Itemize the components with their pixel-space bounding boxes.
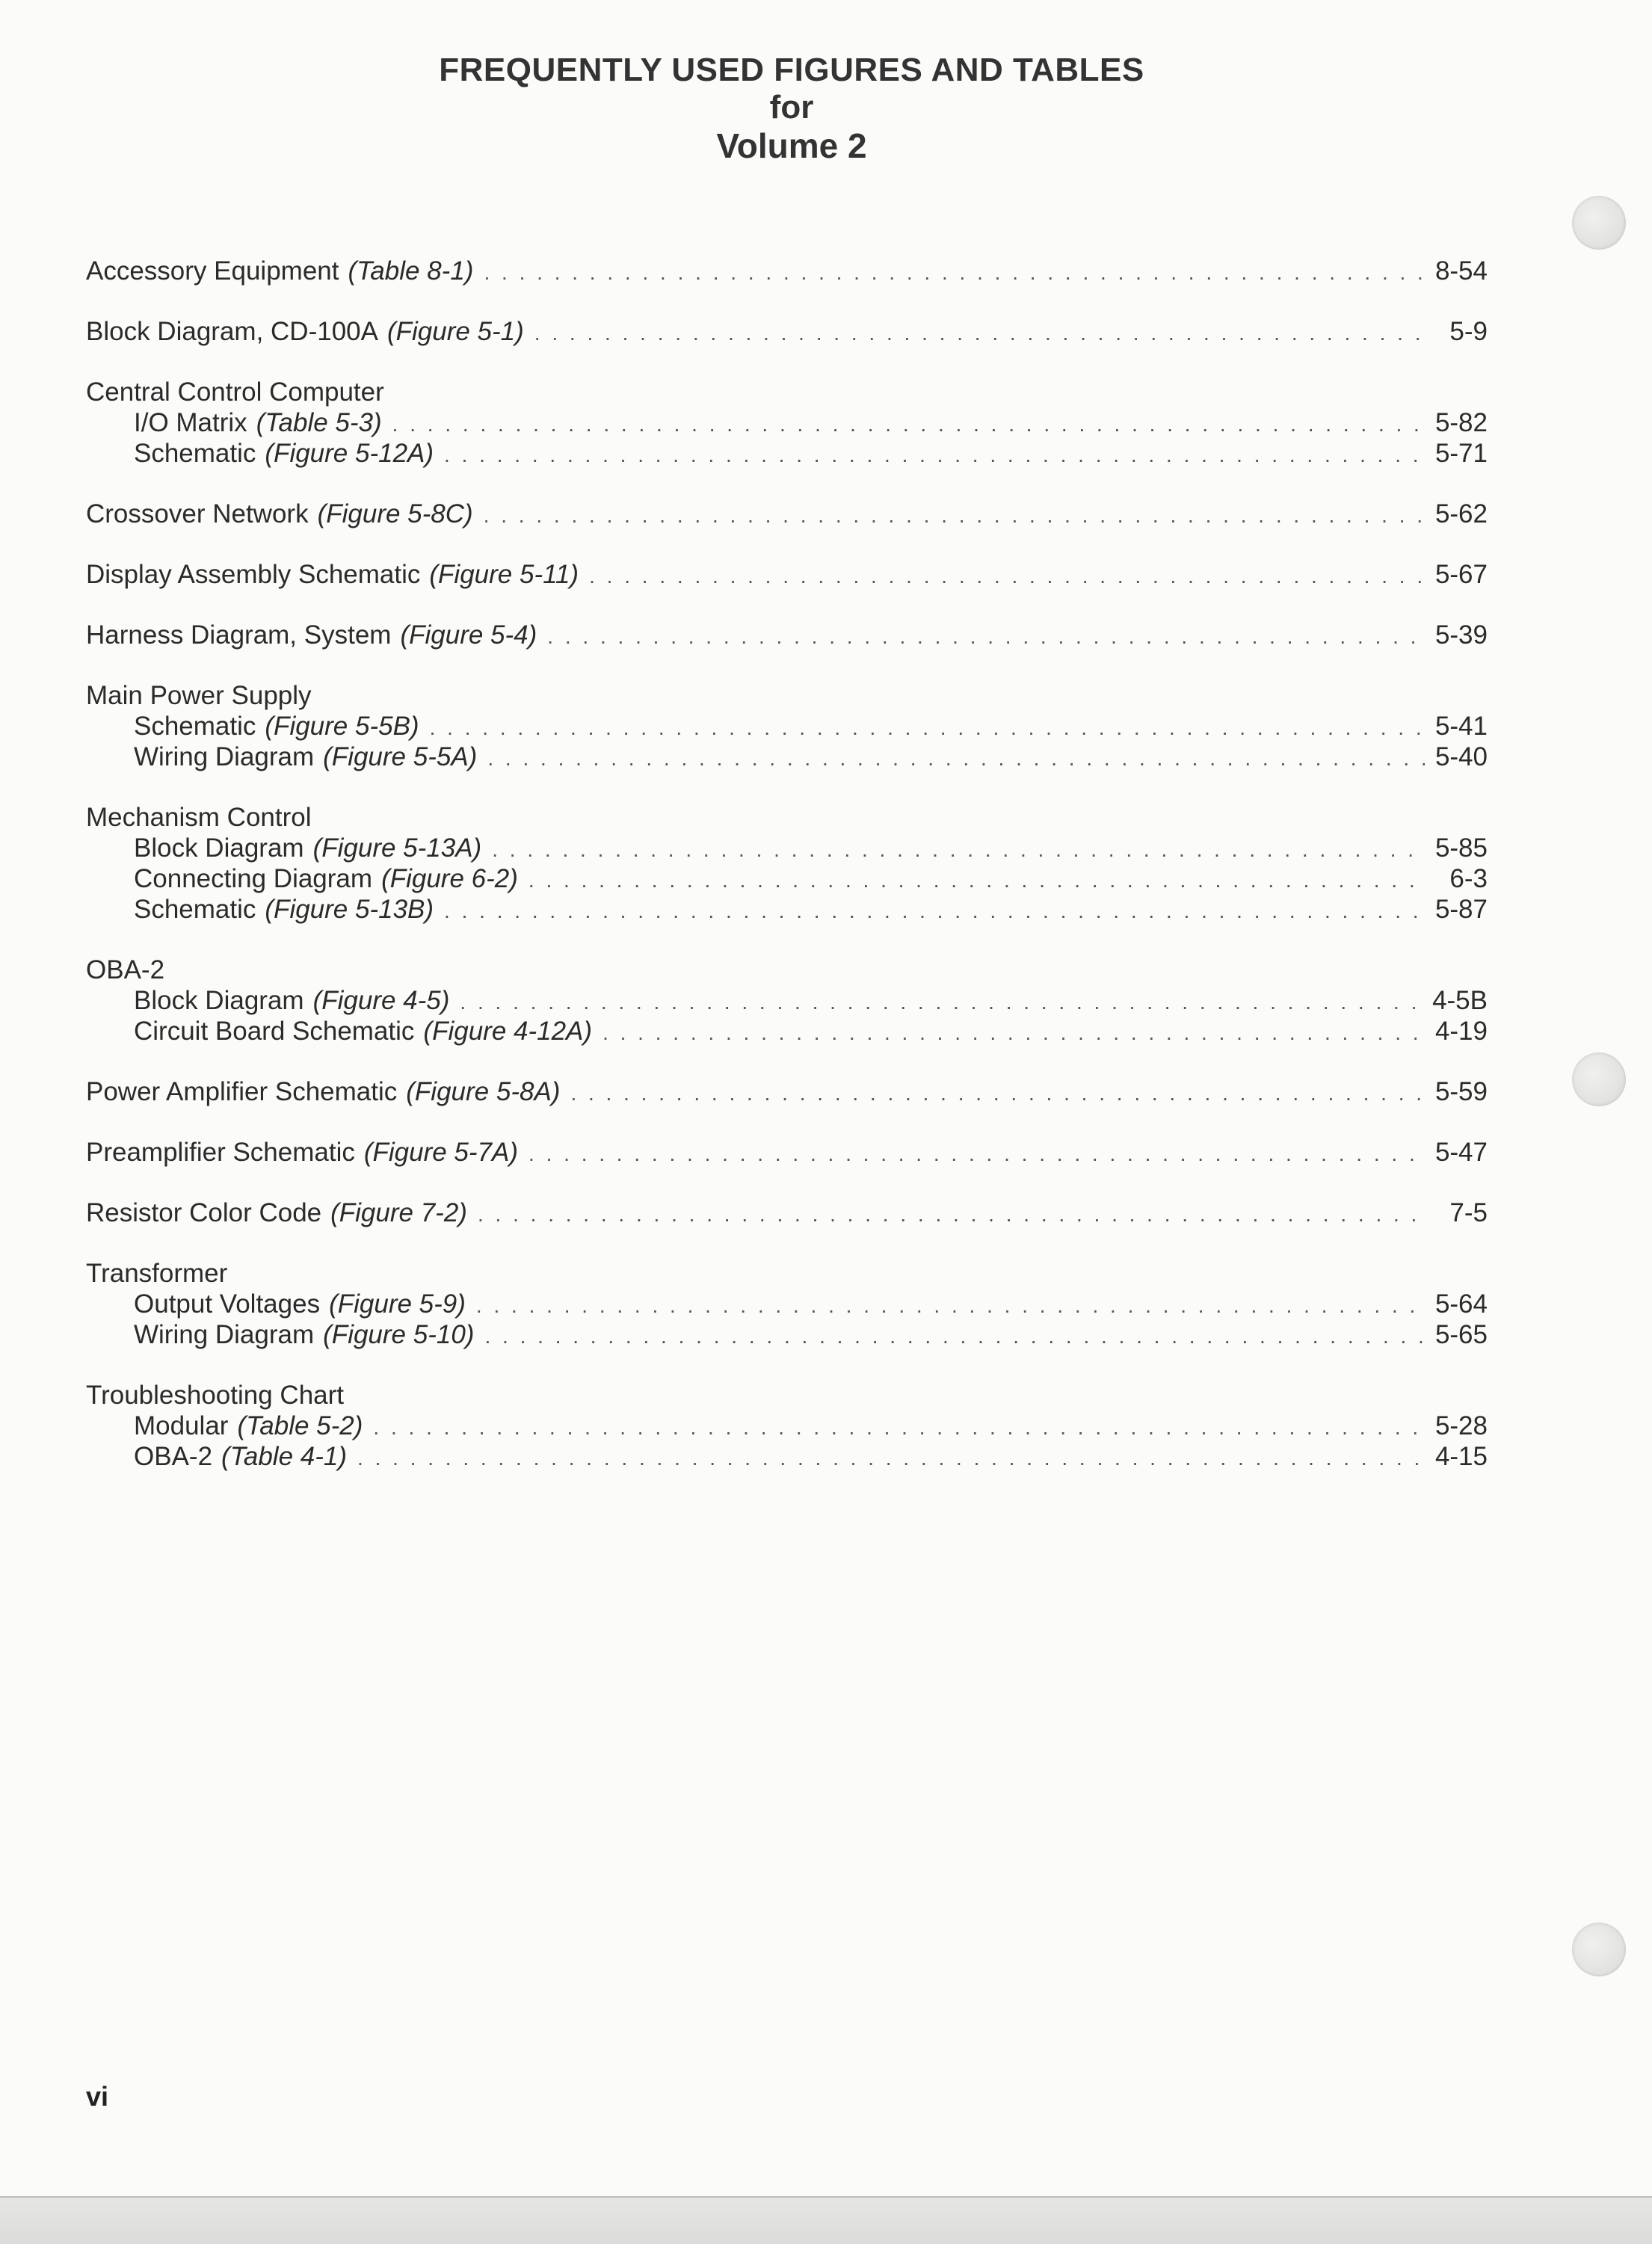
entry-title: Accessory Equipment bbox=[86, 256, 339, 286]
entry-reference: (Figure 5-1) bbox=[386, 317, 524, 346]
entry-page-number: 6-3 bbox=[1449, 864, 1488, 893]
entry-reference: (Table 8-1) bbox=[348, 256, 474, 286]
index-sub-entry bbox=[86, 742, 1488, 772]
index-sub-entry bbox=[86, 833, 1488, 863]
entry-page-number: 5-40 bbox=[1434, 742, 1488, 771]
entry-label bbox=[86, 499, 473, 529]
index-group bbox=[86, 680, 1488, 772]
entry-label bbox=[134, 1289, 466, 1319]
entry-page-number: 7-5 bbox=[1449, 1198, 1488, 1227]
entry-page-number: 5-82 bbox=[1434, 408, 1488, 437]
entry-label bbox=[86, 1197, 467, 1228]
dot-leader bbox=[487, 743, 1425, 774]
index-entry bbox=[86, 620, 1488, 650]
index-group bbox=[86, 377, 1488, 469]
index-group bbox=[86, 955, 1488, 1047]
index-sub-entry bbox=[86, 1411, 1488, 1441]
dot-leader bbox=[392, 409, 1425, 440]
entry-reference: (Figure 5-12A) bbox=[265, 439, 434, 468]
entry-title: Modular bbox=[134, 1411, 229, 1440]
group-heading: Central Control Computer bbox=[86, 377, 384, 407]
entry-reference: (Figure 5-4) bbox=[400, 620, 537, 650]
entry-label bbox=[134, 985, 449, 1016]
entry-page-number: 5-59 bbox=[1434, 1077, 1488, 1106]
dot-leader bbox=[373, 1412, 1425, 1443]
entry-label bbox=[86, 1137, 518, 1168]
entry-title: Schematic bbox=[134, 439, 256, 468]
group-heading: Main Power Supply bbox=[86, 681, 312, 710]
entry-label bbox=[134, 863, 518, 894]
index-sub-entry bbox=[86, 438, 1488, 469]
index-sub-entry bbox=[86, 1441, 1488, 1472]
entry-label bbox=[86, 256, 473, 286]
entry-title: Display Assembly Schematic bbox=[86, 560, 421, 589]
dot-leader bbox=[589, 561, 1425, 591]
entry-page-number: 4-19 bbox=[1434, 1017, 1488, 1046]
entry-reference: (Figure 5-13B) bbox=[265, 895, 434, 924]
group-heading: Mechanism Control bbox=[86, 803, 312, 832]
entry-reference: (Figure 5-5B) bbox=[265, 712, 419, 741]
index-sub-entry bbox=[86, 863, 1488, 894]
punch-hole-middle bbox=[1572, 1052, 1626, 1106]
entry-title: I/O Matrix bbox=[134, 408, 247, 437]
index-entry bbox=[86, 316, 1488, 347]
entry-reference: (Table 5-2) bbox=[237, 1411, 363, 1440]
dot-leader bbox=[602, 1017, 1425, 1048]
index-group bbox=[86, 256, 1488, 286]
entry-label bbox=[134, 1319, 474, 1350]
entry-label bbox=[134, 407, 382, 438]
index-sub-entry bbox=[86, 1319, 1488, 1350]
entry-reference: (Figure 5-8C) bbox=[317, 499, 473, 528]
scan-bottom-edge bbox=[0, 2196, 1652, 2244]
index-group bbox=[86, 559, 1488, 590]
entry-label bbox=[86, 1076, 560, 1107]
entry-page-number: 5-47 bbox=[1434, 1138, 1488, 1167]
entry-title: Connecting Diagram bbox=[134, 864, 373, 893]
entry-page-number: 5-39 bbox=[1434, 620, 1488, 650]
entry-title: Wiring Diagram bbox=[134, 742, 315, 771]
entry-title: Preamplifier Schematic bbox=[86, 1138, 355, 1167]
entry-page-number: 5-9 bbox=[1449, 317, 1488, 346]
entry-reference: (Figure 5-8A) bbox=[406, 1077, 561, 1106]
punch-hole-bottom bbox=[1572, 1923, 1626, 1976]
entry-title: Resistor Color Code bbox=[86, 1198, 322, 1227]
dot-leader bbox=[444, 896, 1425, 926]
entry-title: Wiring Diagram bbox=[134, 1320, 315, 1349]
entry-title: Block Diagram, CD-100A bbox=[86, 317, 378, 346]
entry-reference: (Figure 5-5A) bbox=[323, 742, 478, 771]
index-group bbox=[86, 1076, 1488, 1107]
entry-page-number: 5-87 bbox=[1434, 895, 1488, 924]
entry-title: Harness Diagram, System bbox=[86, 620, 392, 650]
entry-page-number: 5-64 bbox=[1434, 1289, 1488, 1319]
index-group bbox=[86, 1137, 1488, 1168]
entry-reference: (Table 4-1) bbox=[221, 1442, 348, 1471]
index-entry bbox=[86, 1076, 1488, 1107]
entry-reference: (Table 5-3) bbox=[256, 408, 382, 437]
dot-leader bbox=[547, 621, 1425, 652]
entry-title: Crossover Network bbox=[86, 499, 309, 528]
entry-title: Block Diagram bbox=[134, 986, 304, 1015]
entry-title: Schematic bbox=[134, 895, 256, 924]
dot-leader bbox=[476, 1290, 1425, 1321]
index-sub-entry bbox=[86, 1016, 1488, 1047]
entry-label bbox=[134, 711, 419, 742]
entry-page-number: 8-54 bbox=[1434, 256, 1488, 286]
dot-leader bbox=[570, 1078, 1425, 1109]
entry-page-number: 5-28 bbox=[1434, 1411, 1488, 1440]
dot-leader bbox=[460, 987, 1422, 1017]
entry-label bbox=[86, 316, 524, 347]
dot-leader bbox=[528, 865, 1425, 896]
entry-page-number: 5-85 bbox=[1434, 833, 1488, 863]
index-sub-entry bbox=[86, 894, 1488, 925]
page-title bbox=[0, 54, 1583, 163]
index-sub-entry bbox=[86, 985, 1488, 1016]
index-entry bbox=[86, 256, 1488, 286]
index-group bbox=[86, 1380, 1488, 1472]
dot-leader bbox=[484, 257, 1424, 288]
group-heading: Troubleshooting Chart bbox=[86, 1381, 345, 1410]
index-group bbox=[86, 620, 1488, 650]
group-heading: Transformer bbox=[86, 1259, 228, 1288]
entry-page-number: 4-5B bbox=[1432, 986, 1488, 1015]
entry-reference: (Figure 4-5) bbox=[312, 986, 450, 1015]
entry-page-number: 5-41 bbox=[1434, 712, 1488, 741]
entry-reference: (Figure 5-13A) bbox=[312, 833, 482, 863]
punch-hole-top bbox=[1572, 196, 1626, 250]
title-line-for: for bbox=[769, 89, 814, 126]
entry-reference: (Figure 5-9) bbox=[329, 1289, 466, 1319]
entry-title: Schematic bbox=[134, 712, 256, 741]
dot-leader bbox=[534, 318, 1425, 348]
entry-title: Circuit Board Schematic bbox=[134, 1017, 415, 1046]
entry-label bbox=[134, 894, 434, 925]
title-line-volume: Volume 2 bbox=[716, 126, 867, 165]
index-entry bbox=[86, 559, 1488, 590]
entry-title: OBA-2 bbox=[134, 1442, 213, 1471]
entry-label bbox=[134, 1441, 347, 1472]
title-line-main: FREQUENTLY USED FIGURES AND TABLES bbox=[439, 52, 1144, 88]
entry-page-number: 4-15 bbox=[1434, 1442, 1488, 1471]
entry-reference: (Figure 5-10) bbox=[323, 1320, 475, 1349]
entry-label bbox=[134, 833, 481, 863]
entry-reference: (Figure 6-2) bbox=[381, 864, 518, 893]
entry-label bbox=[134, 1411, 363, 1441]
entry-label bbox=[134, 438, 434, 469]
dot-leader bbox=[492, 834, 1425, 865]
entry-reference: (Figure 5-7A) bbox=[363, 1138, 519, 1167]
group-heading: OBA-2 bbox=[86, 955, 165, 984]
index-entry bbox=[86, 499, 1488, 529]
dot-leader bbox=[478, 1199, 1425, 1230]
index-group bbox=[86, 316, 1488, 347]
entry-page-number: 5-62 bbox=[1434, 499, 1488, 528]
entry-page-number: 5-71 bbox=[1434, 439, 1488, 468]
entry-label bbox=[86, 620, 537, 650]
entry-title: Power Amplifier Schematic bbox=[86, 1077, 398, 1106]
index-group bbox=[86, 1258, 1488, 1350]
entry-reference: (Figure 7-2) bbox=[330, 1198, 467, 1227]
entry-label bbox=[134, 742, 477, 772]
figures-tables-index bbox=[86, 256, 1488, 1502]
dot-leader bbox=[444, 440, 1425, 470]
dot-leader bbox=[430, 712, 1425, 743]
entry-label bbox=[134, 1016, 592, 1047]
entry-page-number: 5-65 bbox=[1434, 1320, 1488, 1349]
dot-leader bbox=[357, 1443, 1425, 1473]
index-group bbox=[86, 1197, 1488, 1228]
index-sub-entry bbox=[86, 711, 1488, 742]
index-sub-entry bbox=[86, 1289, 1488, 1319]
entry-reference: (Figure 5-11) bbox=[429, 560, 579, 589]
entry-reference: (Figure 4-12A) bbox=[423, 1017, 593, 1046]
index-group bbox=[86, 499, 1488, 529]
page-number: vi bbox=[86, 2081, 109, 2112]
index-entry bbox=[86, 1137, 1488, 1168]
entry-page-number: 5-67 bbox=[1434, 560, 1488, 589]
entry-label bbox=[86, 559, 579, 590]
dot-leader bbox=[528, 1138, 1425, 1169]
dot-leader bbox=[484, 1321, 1424, 1351]
index-entry bbox=[86, 1197, 1488, 1228]
index-sub-entry bbox=[86, 407, 1488, 438]
entry-title: Block Diagram bbox=[134, 833, 304, 863]
entry-title: Output Voltages bbox=[134, 1289, 321, 1319]
dot-leader bbox=[484, 500, 1425, 531]
index-group bbox=[86, 802, 1488, 925]
